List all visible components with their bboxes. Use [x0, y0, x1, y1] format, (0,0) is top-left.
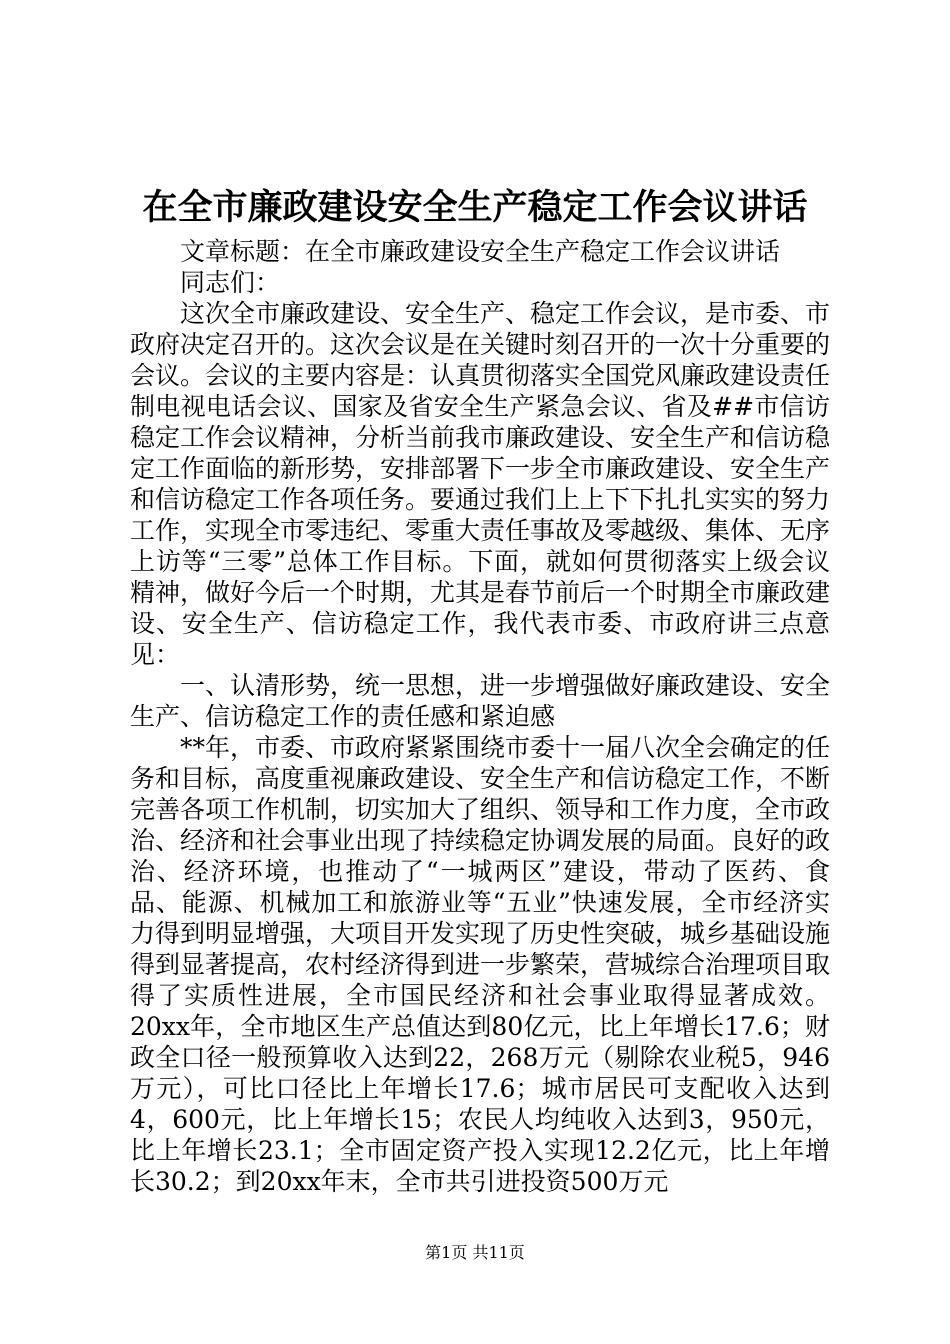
page-footer: 第1页 共11页: [425, 1243, 525, 1262]
paragraph-intro: 这次全市廉政建设、安全生产、稳定工作会议，是市委、市政府决定召开的。这次会议是在关键时刻召开的一次十分重要的会议。会议的主要内容是：认真贯彻落实全国党风廉政建设责任制电视电话会议、国家及省安全生产紧急会议、省及##市信访稳定工作会议精神，分析当前我市廉政建设、安全生产和信访稳定工作面临的新形势，安排部署下一步全市廉政建设、安全生产和信访稳定工作各项任务。要通过我们上上下下扎扎实实的努力工作，实现全市零违纪、零重大责任事故及零越级、集体、无序上访等“三零”总体工作目标。下面，就如何贯彻落实上级会议精神，做好今后一个时期，尤其是春节前后一个时期全市廉政建设、安全生产、信访稳定工作，我代表市委、市政府讲三点意见：: [130, 299, 831, 669]
document-title: 在全市廉政建设安全生产稳定工作会议讲话: [142, 187, 808, 228]
article-title-line: 文章标题：在全市廉政建设安全生产稳定工作会议讲话: [180, 237, 781, 266]
document-body: [130, 236, 830, 1197]
salutation: 同志们：: [180, 268, 281, 297]
paragraph-achievements: **年，市委、市政府紧紧围绕市委十一届八次全会确定的任务和目标，高度重视廉政建设、安全生产和信访稳定工作，不断完善各项工作机制，切实加大了组织、领导和工作力度，全市政治、经济和社会事业出现了持续稳定协调发展的局面。良好的政治、经济环境，也推动了“一城两区”建设，带动了医药、食品、能源、机械加工和旅游业等“五业”快速发展，全市经济实力得到明显增强，大项目开发实现了历史性突破，城乡基础设施得到显著提高，农村经济得到进一步繁荣，营城综合治理项目取得了实质性进展，全市国民经济和社会事业取得显著成效。20xx年，全市地区生产总值达到80亿元，比上年增长17.6；财政全口径一般预算收入达到22，268万元（剔除农业税5，946万元），可比口径比上年增长17.6；城市居民可支配收入达到4，600元，比上年增长15；农民人均纯收入达到3，950元，比上年增长23.1；全市固定资产投入实现12.2亿元，比上年增长30.2；到20xx年末，全市共引进投资500万元: [130, 733, 831, 1196]
section-heading-1: 一、认清形势，统一思想，进一步增强做好廉政建设、安全生产、信访稳定工作的责任感和紧迫感: [130, 671, 831, 731]
